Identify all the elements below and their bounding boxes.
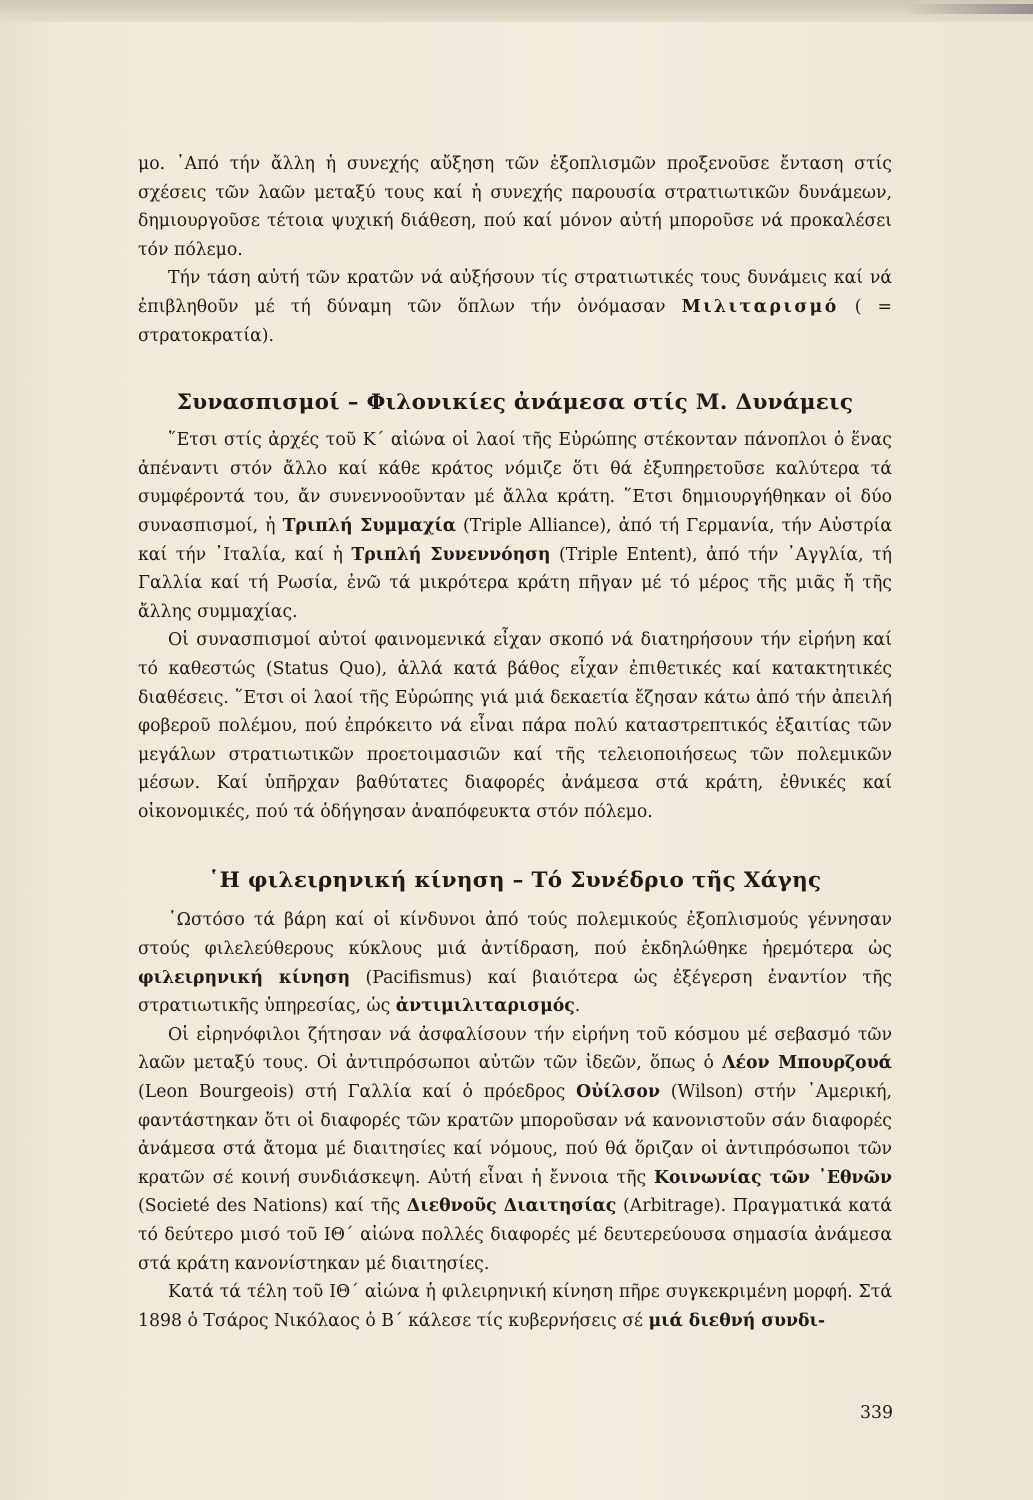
text-run: (Triple Alliance), ἀπό τή Γερμανία, τήν Αὐστρία καί τήν ᾿Ιταλία, καί ἡ xyxy=(138,515,892,565)
term-militarism: Μιλιταρισμό xyxy=(681,296,839,317)
paragraph-league-of-nations xyxy=(138,1021,892,1278)
text-run: (Pacifismus) καί βιαιότερα ὡς ἐξέγερση ἐναντίον τῆς στρατιωτικῆς ὑπηρεσίας, ὡς xyxy=(138,967,892,1017)
term-wilson: Οὐίλσον xyxy=(576,1082,660,1103)
text-run: Κατά τά τέλη τοῦ ΙΘ΄ αἰώνα ἡ φιλειρηνική κίνηση πῆρε συγκεκριμένη μορφή. Στά 1898 ὁ Τσάρος Νικόλαος ὁ Β΄ κάλεσε τίς κυβερνήσεις σέ xyxy=(138,1282,892,1331)
term-triple-entente: Τριπλή Συνεννόηση xyxy=(351,544,551,565)
term-league-of-nations: Κοινωνίας τῶν ᾿Εθνῶν xyxy=(653,1167,892,1188)
text-run: (Societé des Nations) καί τῆς xyxy=(138,1196,407,1217)
text-run: ( = στρατοκρατία). xyxy=(138,296,893,346)
text-run: Τήν τάση αὐτή τῶν κρατῶν νά αὐξήσουν τίς στρατιωτικές τους δυνάμεις καί νά ἐπιβληθοῦν μέ τή δύναμη τῶν ὅπλων τήν ὀνόμασαν xyxy=(138,268,892,317)
body-text xyxy=(138,150,892,1335)
text-run: ῞Ετσι στίς ἀρχές τοῦ Κ΄ αἰώνα οἱ λαοί τῆς Εὐρώπης στέκονταν πάνοπλοι ὁ ἕνας ἀπέναντι στόν ἄλλο καί κάθε κράτος νόμιζε ὅτι θά ἐξυπηρετοῦσε καλύτερα τά συμφέροντά του, ἄν συνεννοοῦνταν μέ ἄλλα κράτη. ῞Ετσι δημιουργήθηκαν οἱ δύο συνασπισμοί, ἡ xyxy=(138,430,892,536)
term-triple-alliance: Τριπλή Συμμαχία xyxy=(282,515,457,536)
section-heading-alliances: Συνασπισμοί – Φιλονικίες ἀνάμεσα στίς Μ. Δυνάμεις xyxy=(176,390,854,416)
page-number: 339 xyxy=(860,1403,893,1423)
paragraph-militarism xyxy=(138,264,892,350)
section-heading-peace-movement: ῾Η φιλειρηνική κίνηση – Τό Συνέδριο τῆς Χάγης xyxy=(208,868,822,894)
term-pacifist-movement: φιλειρηνική κίνηση xyxy=(138,967,351,988)
term-international-conference: μιά διεθνή συνδι- xyxy=(648,1310,826,1331)
term-antimilitarism: ἀντιμιλιταρισμός xyxy=(395,996,575,1017)
text-run: Οἱ εἰρηνόφιλοι ζήτησαν νά ἀσφαλίσουν τήν εἰρήνη τοῦ κόσμου μέ σεβασμό τῶν λαῶν μεταξύ τους. Οἱ ἀντιπρόσωποι αὐτῶν τῶν ἰδεῶν, ὅπως ὁ xyxy=(138,1024,892,1074)
text-run: (Triple Entent), ἀπό τήν ᾿Αγγλία, τή Γαλλία καί τή Ρωσία, ἐνῶ τά μικρότερα κράτη πῆγαν μέ τό μέρος τῆς μιᾶς ἤ τῆς ἄλλης συμμαχίας. xyxy=(138,544,892,622)
page-top-edge xyxy=(0,0,1033,22)
text-run: (Leon Bourgeois) στή Γαλλία καί ὁ πρόεδρος xyxy=(138,1082,577,1103)
paragraph-intro: μο. ᾿Από τήν ἄλλη ἡ συνεχής αὔξηση τῶν ἐξοπλισμῶν προξενοῦσε ἔνταση στίς σχέσεις τῶν λαῶν μεταξύ τους καί ἡ συνεχής παρουσία στρατιωτικῶν δυνάμεων, δημιουργοῦσε τέτοια ψυχική διάθεση, πού καί μόνον αὐτή μποροῦσε νά προκαλέσει τόν πόλεμο. xyxy=(138,154,892,260)
term-arbitration: Διεθνοῦς Διαιτησίας xyxy=(406,1196,617,1217)
term-bourgeois: Λέον Μπουρζουά xyxy=(722,1053,892,1074)
text-run: ῾Ωστόσο τά βάρη καί οἱ κίνδυνοι ἀπό τούς πολεμικούς ἐξοπλισμούς γέννησαν στούς φιλελεύθερους κύκλους μιά ἀντίδραση, πού ἐκδηλώθηκε ἠρεμότερα ὡς xyxy=(138,910,892,960)
text-run: (Arbitrage). Πραγματικά κατά τό δεύτερο μισό τοῦ ΙΘ΄ αἰώνα πολλές διαφορές μέ δευτερεύουσα σημασία ἀνάμεσα στά κράτη κανονίστηκαν μέ διαιτησίες. xyxy=(138,1196,892,1274)
text-run: (Wilson) στήν ᾿Αμερική, φαντάστηκαν ὅτι οἱ διαφορές τῶν κρατῶν μποροῦσαν νά κανονιστοῦν σάν διαφορές ἀνάμεσα στά ἄτομα μέ διαιτησίες καί νόμους, πού θά ὅριζαν οἱ ἀντιπρόσωποι τῶν κρατῶν σέ κοινή συνδιάσκεψη. Αὐτή εἶναι ἡ ἔννοια τῆς xyxy=(138,1082,893,1188)
paragraph-pacifism xyxy=(138,906,892,1020)
paragraph-alliances xyxy=(138,426,892,626)
paragraph-status-quo: Οἱ συνασπισμοί αὐτοί φαινομενικά εἶχαν σκοπό νά διατηρήσουν τήν εἰρήνη καί τό καθεστώς (Status Quo), ἀλλά κατά βάθος εἶχαν ἐπιθετικές καί κατακτητικές διαθέσεις. ῞Ετσι οἱ λαοί τῆς Εὐρώπης γιά μιά δεκαετία ἔζησαν κάτω ἀπό τήν ἀπειλή φοβεροῦ πολέμου, πού ἐπρόκειτο νά εἶναι πάρα πολύ καταστρεπτικός ἐξαιτίας τῶν μεγάλων στρατιωτικῶν προετοιμασιῶν καί τῆς τελειοποιήσεως τῶν πολεμικῶν μέσων. Καί ὑπῆρχαν βαθύτατες διαφορές ἀνάμεσα στά κράτη, ἐθνικές καί οἰκονομικές, πού τά ὁδήγησαν ἀναπόφευκτα στόν πόλεμο. xyxy=(138,630,892,822)
paragraph-hague xyxy=(138,1278,892,1335)
text-run: . xyxy=(574,996,581,1017)
